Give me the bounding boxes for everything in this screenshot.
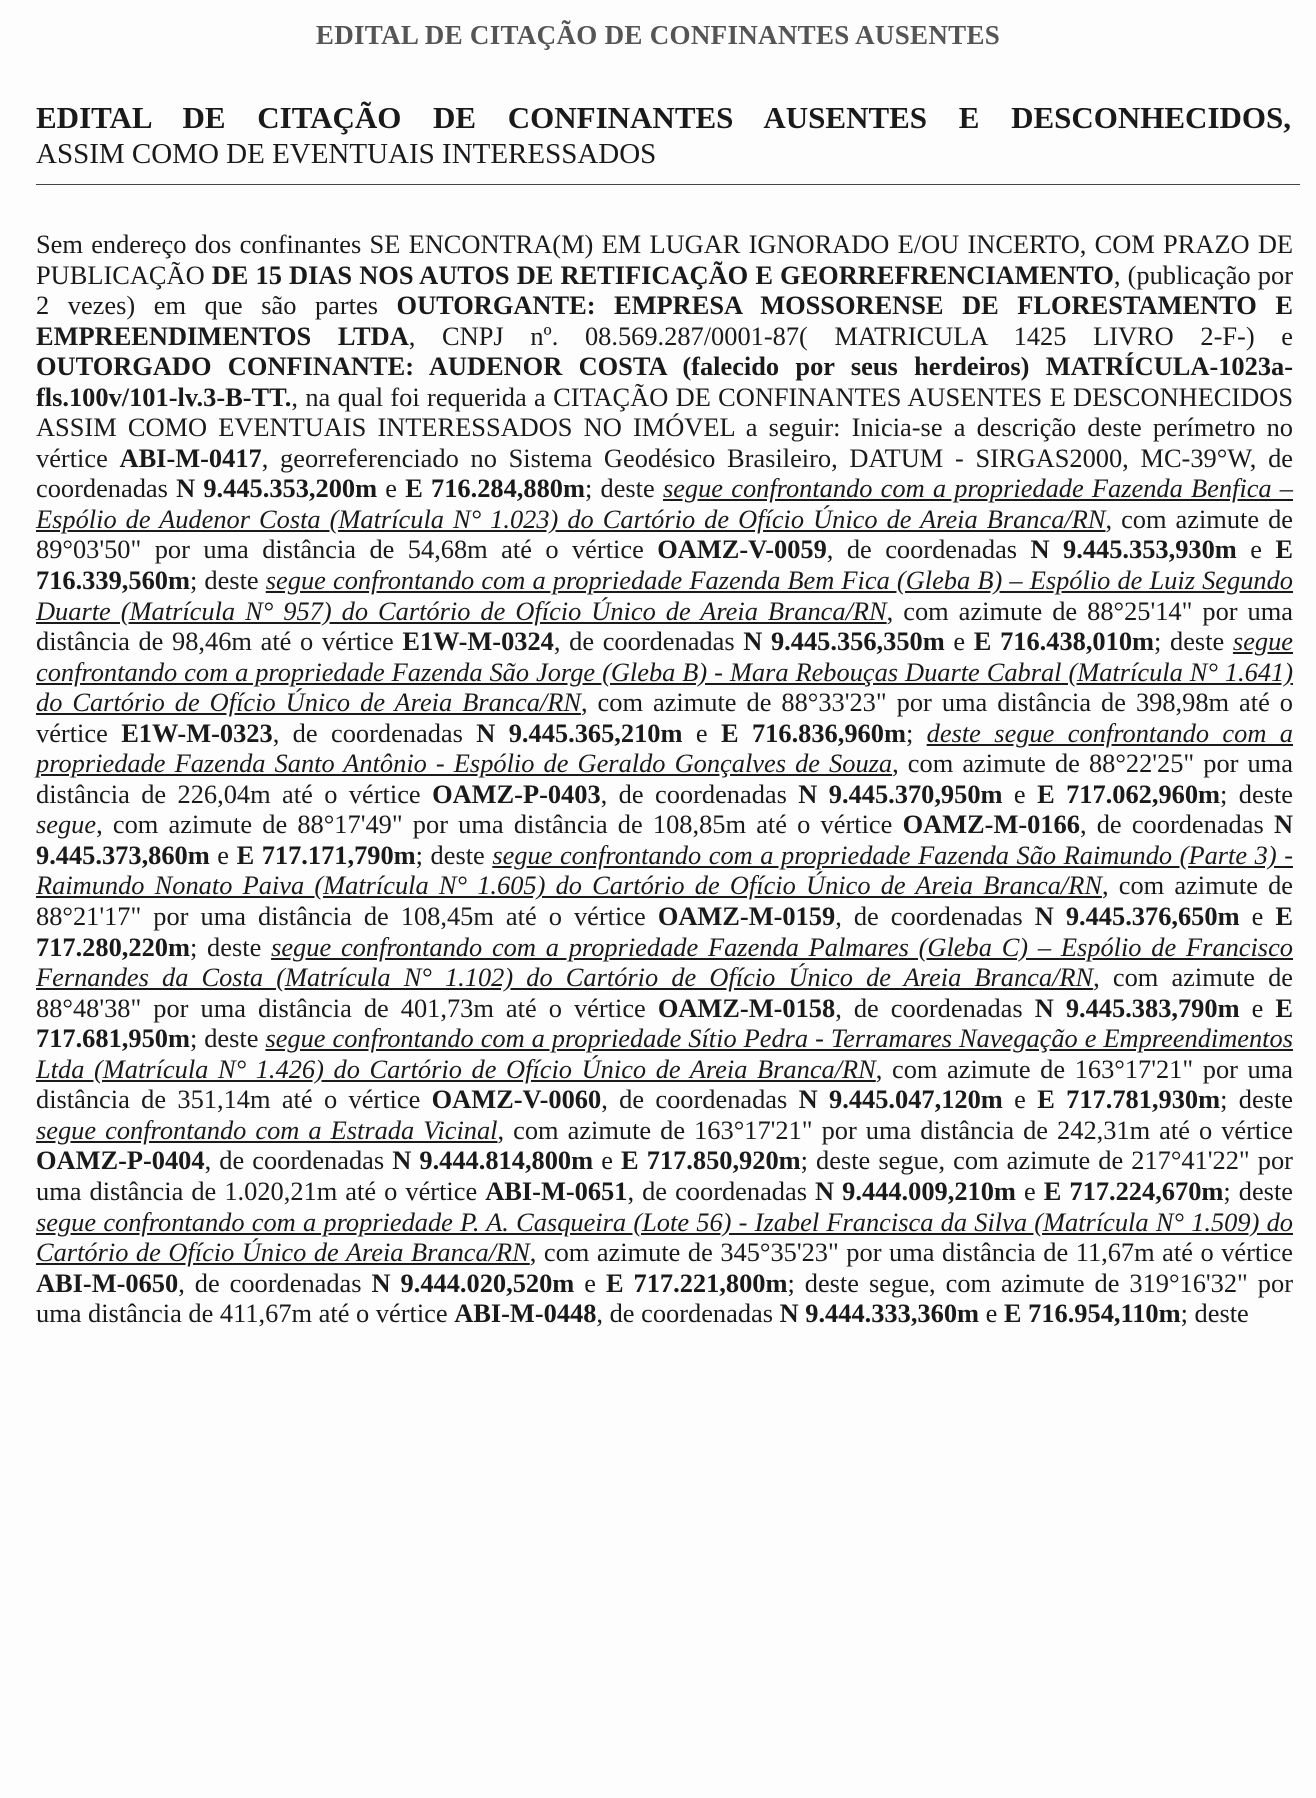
text-segment: , com azimute de 88°17'49" por uma distância de 108,85m até o vértice <box>96 809 903 840</box>
text-segment: , de coordenadas <box>553 626 744 657</box>
bold-text-segment: OAMZ-M-0158 <box>657 992 836 1023</box>
text-segment: e <box>1236 534 1276 565</box>
bold-text-segment: OAMZ-M-0159 <box>657 901 836 932</box>
bold-text-segment: E1W-M-0323 <box>121 717 273 748</box>
text-segment: ; deste <box>1223 1175 1293 1206</box>
bold-text-segment: N 9.445.356,350m <box>743 626 945 657</box>
bold-text-segment: E 717.171,790m <box>236 839 416 870</box>
text-segment: , com azimute de 163°17'21" por uma distância de 242,31m até o vértice <box>497 1114 1293 1145</box>
text-segment: , com azimute de 163°17'21" por uma distância de 351,14m até o vértice <box>36 1053 1293 1115</box>
boundary-description-segment: segue confrontando com a propriedade Fazenda São Jorge (Gleba B) - Mara Rebouças Duarte Cabral (Matrícula N° 1.641) do Cartório de Ofício Único de Areia Branca/RN <box>36 626 1294 718</box>
edital-heading <box>36 100 1291 172</box>
bold-text-segment: OUTORGANTE: EMPRESA MOSSORENSE DE FLORESTAMENTO E EMPREENDIMENTOS LTDA <box>36 290 1293 351</box>
text-segment: , de coordenadas <box>835 992 1035 1023</box>
bold-text-segment: OAMZ-P-0403 <box>432 778 601 809</box>
bold-text-segment: OUTORGADO CONFINANTE: AUDENOR COSTA (falecido por seus herdeiros) MATRÍCULA-1023a-fls.100v/101-lv.3-B-TT. <box>36 351 1293 412</box>
bold-text-segment: E 716.339,560m <box>36 534 1293 596</box>
text-segment: , com azimute de 88°48'38" por uma distância de 401,73m até o vértice <box>36 962 1294 1023</box>
text-segment: e <box>979 1298 1004 1329</box>
bold-text-segment: N 9.444.020,520m <box>371 1267 575 1298</box>
text-segment: , de coordenadas <box>596 1298 780 1329</box>
text-segment: e <box>1015 1175 1044 1206</box>
text-segment: , de coordenadas <box>627 1175 816 1206</box>
text-segment: ; deste <box>1220 1084 1293 1115</box>
text-segment: e <box>944 626 974 657</box>
bold-text-segment: N 9.445.047,120m <box>798 1084 1003 1115</box>
text-segment: , com azimute de 88°21'17" por uma distância de 108,45m até o vértice <box>36 870 1294 932</box>
bold-text-segment: ABI-M-0417 <box>119 442 262 473</box>
boundary-description-segment: deste segue confrontando com a propriedade Fazenda Santo Antônio - Espólio de Geraldo Gonçalves de Souza <box>36 717 1293 779</box>
bold-text-segment: OAMZ-V-0059 <box>657 534 827 565</box>
text-segment: , com azimute de 89°03'50" por uma distância de 54,68m até o vértice <box>36 503 1293 565</box>
text-segment: Sem endereço dos confinantes SE ENCONTRA(M) EM LUGAR IGNORADO E/OU INCERTO, COM PRAZO DE PUBLICAÇÃO <box>36 229 1293 290</box>
text-segment: ; deste <box>189 931 272 962</box>
text-segment: e <box>682 717 721 748</box>
bold-text-segment: ABI-M-0651 <box>485 1175 628 1206</box>
text-segment: , de coordenadas <box>835 901 1035 932</box>
text-segment: ; deste <box>1154 626 1233 657</box>
bold-text-segment: N 9.445.376,650m <box>1034 901 1240 932</box>
text-segment: e <box>574 1267 606 1298</box>
bold-text-segment: E 716.836,960m <box>720 717 906 748</box>
bold-text-segment: OAMZ-V-0060 <box>431 1084 602 1115</box>
bold-text-segment: N 9.444.009,210m <box>815 1175 1016 1206</box>
text-segment: ; deste <box>584 473 663 504</box>
text-segment: ; deste segue, com azimute de 217°41'22" por uma distância de 1.020,21m até o vértice <box>36 1145 1293 1206</box>
text-segment: , de coordenadas <box>178 1267 372 1298</box>
text-segment: , na qual foi requerida a CITAÇÃO DE CONFINANTES AUSENTES E DESCONHECIDOS ASSIM COMO EVENTUAIS INTERESSADOS NO IMÓVEL a seguir: Inicia-se a descrição deste perímetro no vértice <box>36 381 1293 473</box>
text-segment: , de coordenadas <box>826 534 1031 565</box>
text-segment: e <box>1239 901 1276 932</box>
bold-text-segment: E 716.954,110m <box>1003 1298 1181 1329</box>
bold-text-segment: E 717.221,800m <box>605 1267 788 1298</box>
bold-text-segment: E 717.781,930m <box>1037 1084 1221 1115</box>
boundary-description-segment: segue confrontando com a propriedade Fazenda São Raimundo (Parte 3) - Raimundo Nonato Paiva (Matrícula N° 1.605) do Cartório de Ofício Único de Areia Branca/RN <box>36 839 1293 901</box>
document-title: EDITAL DE CITAÇÃO DE CONFINANTES AUSENTES <box>315 20 1001 50</box>
bold-text-segment: E 717.850,920m <box>621 1145 801 1176</box>
text-segment: ; deste <box>1180 1298 1249 1329</box>
boundary-description-segment: segue confrontando com a Estrada Vicinal <box>36 1114 498 1145</box>
bold-text-segment: N 9.445.353,200m <box>176 473 378 504</box>
text-segment: ; deste segue, com azimute de 319°16'32" por uma distância de 411,67m até o vértice <box>36 1267 1293 1329</box>
bold-text-segment: E1W-M-0324 <box>402 626 554 657</box>
boundary-description-segment: segue confrontando com a propriedade Fazenda Bem Fica (Gleba B) – Espólio de Luiz Segundo Duarte (Matrícula N° 957) do Cartório de Ofício Único de Areia Branca/RN <box>36 565 1293 626</box>
edital-body-paragraph <box>36 229 1293 1329</box>
boundary-description-segment: segue confrontando com a propriedade Sítio Pedra - Terramares Navegação e Empreendimentos Ltda (Matrícula N° 1.426) do Cartório de Ofício Único de Areia Branca/RN <box>36 1023 1293 1084</box>
bold-text-segment: E 716.438,010m <box>973 626 1155 657</box>
bold-text-segment: E 717.062,960m <box>1037 778 1221 809</box>
boundary-description-segment: segue confrontando com a propriedade P. A. Casqueira (Lote 56) - Izabel Francisca da Silva (Matrícula N° 1.509) do Cartório de Ofício Único de Areia Branca/RN <box>36 1206 1293 1268</box>
text-segment: , de coordenadas <box>600 778 799 809</box>
text-segment: , com azimute de 88°25'14" por uma distância de 98,46m até o vértice <box>36 595 1293 657</box>
text-segment: , com azimute de 88°33'23" por uma distância de 398,98m até o vértice <box>36 687 1293 748</box>
text-segment: ; deste <box>1220 778 1294 809</box>
text-segment: , (publicação por 2 vezes) em que são partes <box>36 259 1293 321</box>
boundary-description-segment: segue confrontando com a propriedade Fazenda Benfica – Espólio de Audenor Costa (Matrícula N° 1.023) do Cartório de Ofício Único de Areia Branca/RN <box>36 473 1293 534</box>
text-segment: e <box>1002 778 1038 809</box>
text-segment: e <box>377 473 406 504</box>
text-segment: , CNPJ nº. 08.569.287/0001-87( MATRICULA 1425 LIVRO 2-F-) e <box>408 320 1294 351</box>
text-segment: , de coordenadas <box>601 1084 799 1115</box>
bold-text-segment: ABI-M-0448 <box>454 1298 597 1329</box>
bold-text-segment: N 9.444.814,800m <box>392 1145 594 1176</box>
bold-text-segment: N 9.444.333,360m <box>779 1298 979 1329</box>
bold-text-segment: OAMZ-P-0404 <box>36 1145 205 1176</box>
text-segment: , georreferenciado no Sistema Geodésico Brasileiro, DATUM - SIRGAS2000, MC-39°W, de coordenadas <box>36 442 1293 504</box>
bold-text-segment: N 9.445.370,950m <box>798 778 1003 809</box>
italic-text-segment: segue <box>36 809 97 840</box>
heading-divider <box>36 184 1300 185</box>
bold-text-segment: N 9.445.365,210m <box>476 717 683 748</box>
text-segment: , com azimute de 345°35'23" por uma distância de 11,67m até o vértice <box>529 1237 1293 1268</box>
heading-subtitle-line: ASSIM COMO DE EVENTUAIS INTERESSADOS <box>36 138 657 170</box>
text-segment: e <box>209 839 237 870</box>
text-segment: ; deste <box>189 565 266 596</box>
text-segment: e <box>1002 1084 1038 1115</box>
text-segment: ; <box>905 717 927 748</box>
text-segment: e <box>593 1145 621 1176</box>
text-segment: , de coordenadas <box>1079 809 1274 840</box>
text-segment: ; deste <box>415 839 493 870</box>
bold-text-segment: N 9.445.383,790m <box>1034 992 1240 1023</box>
bold-text-segment: ABI-M-0650 <box>36 1267 179 1298</box>
text-segment: ; deste <box>189 1023 266 1054</box>
boundary-description-segment: segue confrontando com a propriedade Fazenda Palmares (Gleba C) – Espólio de Francisco Fernandes da Costa (Matrícula N° 1.102) do Cartório de Ofício Único de Areia Branca/RN <box>36 931 1293 993</box>
bold-text-segment: OAMZ-M-0166 <box>902 809 1080 840</box>
bold-text-segment: E 717.280,220m <box>36 901 1293 962</box>
bold-text-segment: N 9.445.353,930m <box>1030 534 1237 565</box>
bold-text-segment: DE 15 DIAS NOS AUTOS DE RETIFICAÇÃO E GEORREFRENCIAMENTO <box>211 259 1114 290</box>
text-segment: , com azimute de 88°22'25" por uma distância de 226,04m até o vértice <box>36 748 1293 809</box>
text-segment: , de coordenadas <box>272 717 477 748</box>
bold-text-segment: E 717.224,670m <box>1043 1175 1224 1206</box>
heading-bold-line: EDITAL DE CITAÇÃO DE CONFINANTES AUSENTES E DESCONHECIDOS, <box>36 100 1291 135</box>
text-segment: , de coordenadas <box>204 1145 393 1176</box>
bold-text-segment: N 9.445.373,860m <box>36 809 1293 870</box>
bold-text-segment: E 717.681,950m <box>36 992 1293 1054</box>
bold-text-segment: E 716.284,880m <box>405 473 585 504</box>
text-segment: e <box>1239 992 1276 1023</box>
